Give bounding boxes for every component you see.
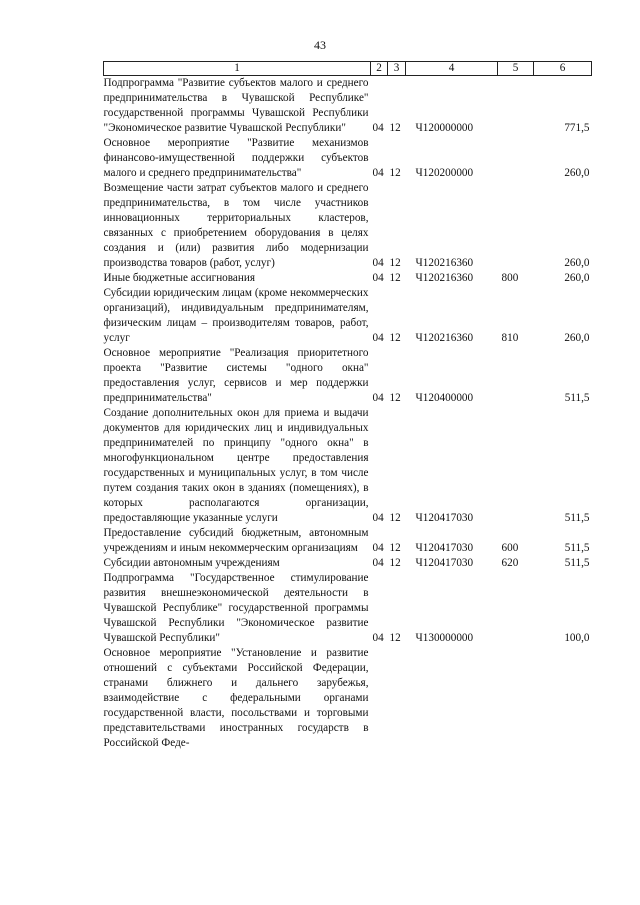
- table-row: [104, 406, 592, 526]
- row-amount: 511,5: [564, 392, 590, 404]
- row-expense-type: [498, 406, 534, 526]
- row-expense-type: [498, 346, 534, 406]
- header-row: [104, 62, 592, 76]
- row-expense-type: 620: [501, 557, 519, 569]
- row-target-code: Ч130000000: [415, 632, 474, 644]
- row-expense-type: [498, 181, 534, 271]
- row-target-code: Ч120417030: [415, 512, 474, 524]
- table-row: [104, 286, 592, 346]
- row-subsection: 12: [389, 392, 401, 404]
- row-expense-type: 600: [501, 542, 519, 554]
- table-row: [104, 271, 592, 286]
- row-name: Возмещение части затрат субъектов малого и среднего предпринимательства, в том числе участников инновационных территориальных кластеров, связанных с приобретением оборудования в целях создания и (или) развития либо модернизации производства товаров (работ, услуг): [103, 182, 369, 269]
- row-subsection: 12: [389, 167, 401, 179]
- row-expense-type: [498, 76, 534, 137]
- row-name: Подпрограмма "Развитие субъектов малого и среднего предпринимательства в Чувашской Республике" государственной программы Чувашской Республики "Экономическое развитие Чувашской Республики": [103, 77, 369, 134]
- row-target-code: Ч120200000: [415, 167, 474, 179]
- row-name: Иные бюджетные ассигнования: [103, 272, 255, 284]
- row-name: Субсидии автономным учреждениям: [103, 557, 280, 569]
- row-expense-type: 800: [501, 272, 519, 284]
- row-target-code: Ч120417030: [415, 557, 474, 569]
- row-expense-type: [498, 136, 534, 181]
- row-target-code: [406, 646, 498, 751]
- row-amount: 260,0: [564, 257, 590, 269]
- row-section: 04: [372, 512, 384, 524]
- header-col-1: 1: [104, 62, 371, 76]
- row-amount: 771,5: [564, 122, 590, 134]
- row-amount: 511,5: [564, 557, 590, 569]
- table-row: [104, 646, 592, 751]
- row-section: 04: [372, 257, 384, 269]
- row-subsection: 12: [389, 557, 401, 569]
- row-amount: [534, 646, 592, 751]
- row-name: Основное мероприятие "Установление и развитие отношений с субъектами Российской Федерации, странами ближнего и дальнего зарубежья, взаимодействие с федеральными органами государственной власти, посольствами и торговыми представительствами иностранных государств в Российской Феде-: [103, 647, 369, 749]
- row-target-code: Ч120216360: [415, 332, 474, 344]
- row-target-code: Ч120216360: [415, 272, 474, 284]
- table-row: [104, 526, 592, 556]
- row-section: 04: [372, 122, 384, 134]
- row-subsection: 12: [389, 632, 401, 644]
- row-subsection: 12: [389, 332, 401, 344]
- table-row: [104, 181, 592, 271]
- table-row: [104, 136, 592, 181]
- row-target-code: Ч120400000: [415, 392, 474, 404]
- row-expense-type: [498, 571, 534, 646]
- page-number: 43: [314, 38, 326, 52]
- row-amount: 260,0: [564, 332, 590, 344]
- row-expense-type: 810: [501, 332, 519, 344]
- row-subsection: 12: [389, 272, 401, 284]
- row-amount: 511,5: [564, 512, 590, 524]
- table-row: [104, 571, 592, 646]
- row-subsection: 12: [389, 257, 401, 269]
- row-name: Основное мероприятие "Реализация приоритетного проекта "Развитие системы "одного окна" предоставления услуг, сервисов и мер поддержки предпринимательства": [103, 347, 369, 404]
- row-section: 04: [372, 167, 384, 179]
- row-subsection: 12: [389, 512, 401, 524]
- row-amount: 100,0: [564, 632, 590, 644]
- table-row: [104, 346, 592, 406]
- row-section: 04: [372, 632, 384, 644]
- row-name: Подпрограмма "Государственное стимулирование развития внешнеэкономической деятельности в Чувашской Республике" государственной программы Чувашской Республики "Экономическое развитие Чувашской Республики": [103, 572, 369, 644]
- row-subsection: [388, 646, 406, 751]
- row-amount: 511,5: [564, 542, 590, 554]
- row-target-code: Ч120000000: [415, 122, 474, 134]
- row-subsection: 12: [389, 542, 401, 554]
- row-section: 04: [372, 542, 384, 554]
- row-name: Субсидии юридическим лицам (кроме некоммерческих организаций), индивидуальным предпринимателям, физическим лицам – производителям товаров, работ, услуг: [103, 287, 369, 344]
- header-col-4: 4: [406, 62, 498, 76]
- row-name: Создание дополнительных окон для приема и выдачи документов для юридических лиц и индивидуальных предпринимателей по принципу "одного окна" в многофункциональном центре предоставления государственных и муниципальных услуг, в том числе путем создания таких окон в зданиях (помещениях), в которых располагаются организации, предоставляющие указанные услуги: [103, 407, 369, 524]
- table-row: [104, 76, 592, 137]
- table-body: [104, 76, 592, 752]
- row-section: 04: [372, 332, 384, 344]
- row-target-code: Ч120417030: [415, 542, 474, 554]
- row-section: [371, 646, 388, 751]
- header-col-6: 6: [534, 62, 592, 76]
- row-section: 04: [372, 557, 384, 569]
- budget-table: [103, 61, 592, 751]
- row-section: 04: [372, 392, 384, 404]
- row-subsection: 12: [389, 122, 401, 134]
- header-col-5: 5: [498, 62, 534, 76]
- row-name: Предоставление субсидий бюджетным, автономным учреждениям и иным некоммерческим организациям: [103, 527, 369, 554]
- header-col-2: 2: [371, 62, 388, 76]
- row-amount: 260,0: [564, 272, 590, 284]
- row-target-code: Ч120216360: [415, 257, 474, 269]
- table-row: [104, 556, 592, 571]
- header-col-3: 3: [388, 62, 406, 76]
- row-section: 04: [372, 272, 384, 284]
- row-amount: 260,0: [564, 167, 590, 179]
- row-name: Основное мероприятие "Развитие механизмов финансово-имущественной поддержки субъектов малого и среднего предпринимательства": [103, 137, 369, 179]
- row-expense-type: [498, 646, 534, 751]
